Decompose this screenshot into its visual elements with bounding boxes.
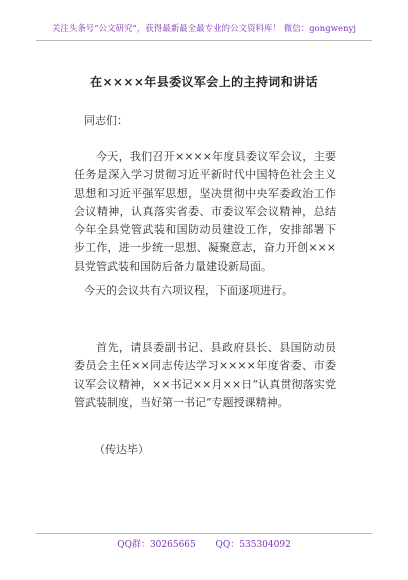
footer-qq-group: QQ群：30265665 [117, 540, 196, 550]
header-promo-note: 关注头条号“公文研究”，获得最新最全最专业的公文资料库！ 微信：gongwenyj [51, 23, 357, 33]
closing-note: （传达毕） [94, 443, 149, 456]
paragraph-first-item: 首先，请县委副书记、县政府县长、县国防动员委员会主任××同志传达学习××××年度省委、市委议军会议精神，××书记××月××日“认真贯彻落实党管武装制度，当好第一书记”专题授课精神。 [74, 341, 336, 409]
paragraph-agenda: 今天的会议共有六项议程，下面逐项进行。 [84, 284, 293, 297]
header-divider [36, 40, 372, 41]
footer-contact [0, 537, 408, 550]
salutation: 同志们： [84, 114, 128, 127]
footer-divider [36, 533, 372, 534]
paragraph-opening: 今天，我们召开××××年度县委议军会议，主要任务是深入学习贯彻习近平新时代中国特色社会主义思想和习近平强军思想，坚决贯彻中央军委政治工作会议精神，认真落实省委、市委议军会议精神，总结今年全县党管武装和国防动员建设工作，安排部署下步工作，进一步统一思想、凝聚意志，奋力开创×××县党管武装和国防后备力量建设新局面。 [74, 150, 336, 273]
document-title: 在××××年县委议军会上的主持词和讲话 [90, 75, 318, 89]
footer-qq: QQ：535304092 [215, 540, 291, 550]
